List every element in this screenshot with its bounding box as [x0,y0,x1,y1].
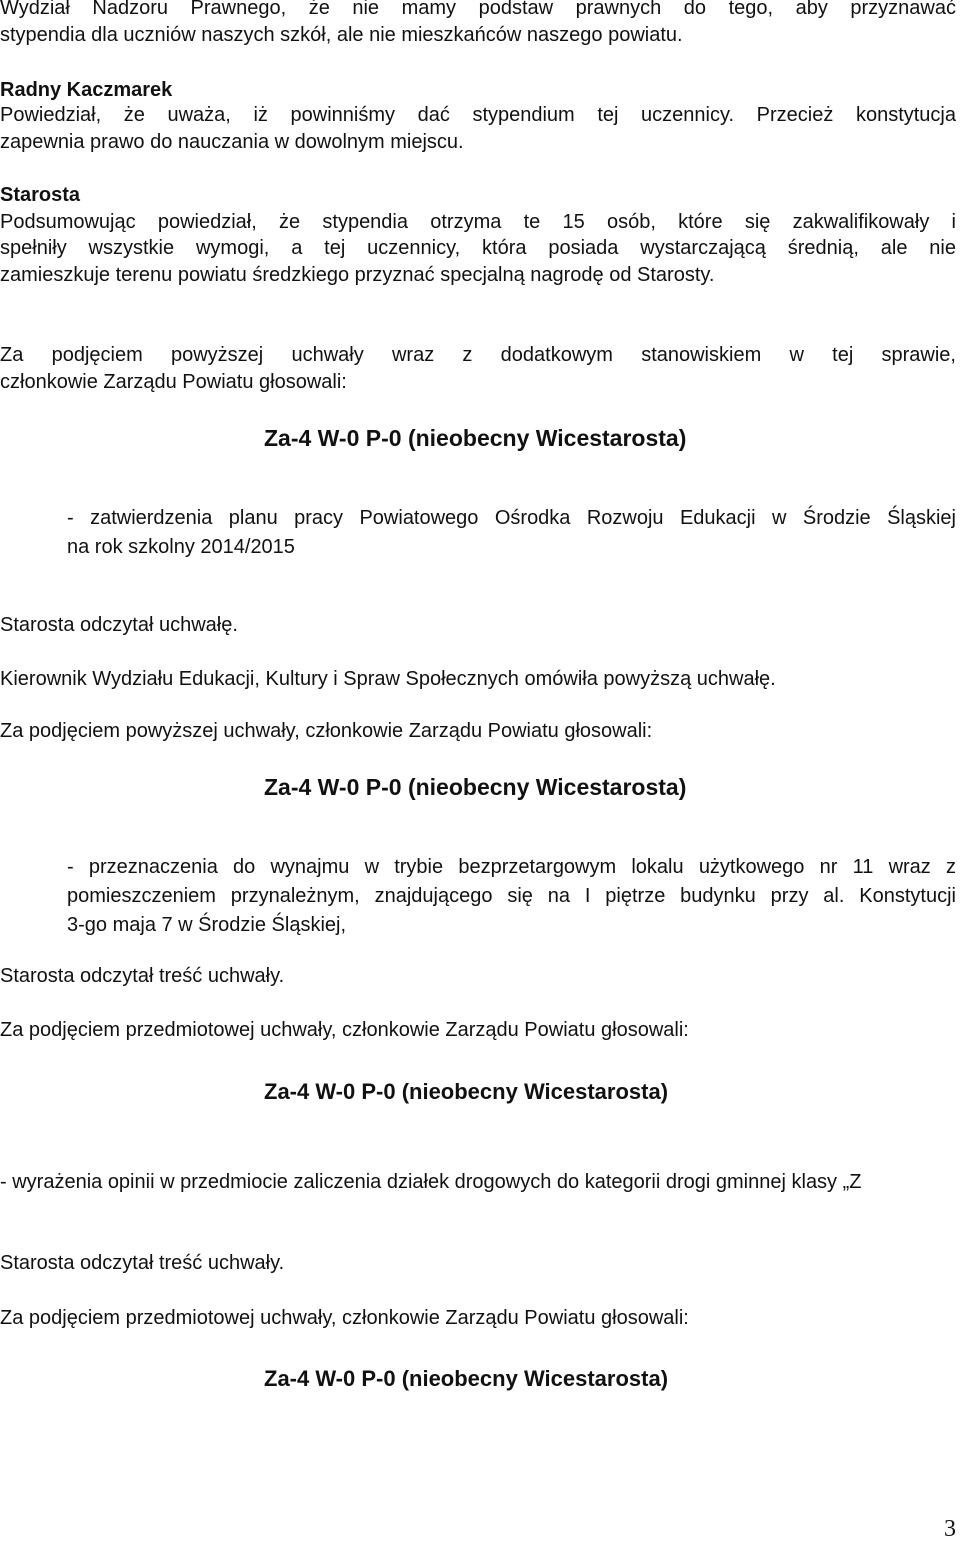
paragraph-line: Starosta odczytał treść uchwały. [0,965,285,987]
paragraph-line: Starosta odczytał treść uchwały. [0,1252,285,1274]
vote-result: Za-4 W-0 P-0 (nieobecny Wicestarosta) [264,425,687,451]
speaker-heading: Starosta [0,184,81,206]
paragraph-line: członkowie Zarządu Powiatu głosowali: [0,371,347,393]
paragraph-line: zapewnia prawo do nauczania w dowolnym miejscu. [0,131,464,153]
vote-result: Za-4 W-0 P-0 (nieobecny Wicestarosta) [264,1366,669,1391]
vote-result: Za-4 W-0 P-0 (nieobecny Wicestarosta) [264,1079,669,1104]
agenda-item-line: 3-go maja 7 w Środzie Śląskiej, [67,914,347,936]
paragraph-line: Podsumowując powiedział, że stypendia otrzyma te 15 osób, które się zakwalifikowały i [0,211,956,233]
agenda-item-line: - przeznaczenia do wynajmu w trybie bezprzetargowym lokalu użytkowego nr 11 wraz z [67,856,956,878]
paragraph-line: Za podjęciem przedmiotowej uchwały, członkowie Zarządu Powiatu głosowali: [0,1019,689,1041]
paragraph-line: stypendia dla uczniów naszych szkół, ale nie mieszkańców naszego powiatu. [0,24,683,46]
agenda-item-line: na rok szkolny 2014/2015 [67,536,295,558]
speaker-heading: Radny Kaczmarek [0,79,173,101]
paragraph-line: Za podjęciem przedmiotowej uchwały, członkowie Zarządu Powiatu głosowali: [0,1307,689,1329]
paragraph-line: spełniły wszystkie wymogi, a tej uczennicy, która posiada wystarczającą średnią, ale nie [0,237,956,259]
paragraph-line: Powiedział, że uważa, iż powinniśmy dać stypendium tej uczennicy. Przecież konstytucja [0,104,956,126]
agenda-item-line: - zatwierdzenia planu pracy Powiatowego Ośrodka Rozwoju Edukacji w Środzie Śląskiej [67,507,956,529]
vote-result: Za-4 W-0 P-0 (nieobecny Wicestarosta) [264,774,687,800]
paragraph-line: Za podjęciem powyższej uchwały, członkowie Zarządu Powiatu głosowali: [0,720,653,742]
paragraph-line: zamieszkuje terenu powiatu średzkiego przyznać specjalną nagrodę od Starosty. [0,264,715,286]
agenda-item-line: - wyrażenia opinii w przedmiocie zaliczenia działek drogowych do kategorii drogi gminnej klasy „Z [0,1171,862,1193]
paragraph-line: Za podjęciem powyższej uchwały wraz z dodatkowym stanowiskiem w tej sprawie, [0,344,956,366]
paragraph-line: Starosta odczytał uchwałę. [0,614,238,636]
agenda-item-line: pomieszczeniem przynależnym, znajdującego się na I piętrze budynku przy al. Konstytucji [67,885,956,907]
paragraph-line: Kierownik Wydziału Edukacji, Kultury i Spraw Społecznych omówiła powyższą uchwałę. [0,668,776,690]
paragraph-line: Wydział Nadzoru Prawnego, że nie mamy podstaw prawnych do tego, aby przyznawać [0,0,956,19]
page-number: 3 [944,1516,956,1542]
